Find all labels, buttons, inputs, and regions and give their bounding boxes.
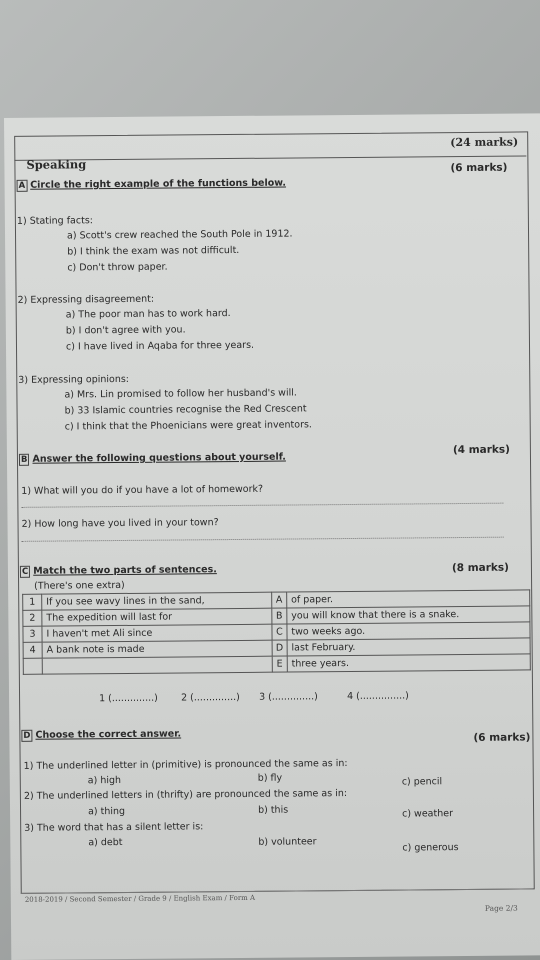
answer-blank-3[interactable]: 3 (..............) (259, 691, 318, 703)
section-a-instruction: Circle the right example of the functions below. (30, 177, 287, 191)
row-number: 2 (23, 610, 42, 626)
option-letter: A (272, 592, 287, 608)
a-q2-option-c: c) I have lived in Aqaba for three years. (65, 339, 255, 353)
d-q1-option-c: c) pencil (401, 776, 443, 788)
a-q3-stem: 3) Expressing opinions: (18, 373, 130, 386)
row-number: 1 (23, 594, 42, 610)
sentence-end: of paper. (287, 590, 530, 608)
sentence-start: If you see wavy lines in the sand, (42, 592, 272, 610)
d-q2-option-a: a) thing (88, 805, 126, 818)
option-letter: B (272, 608, 287, 624)
answer-blank-4[interactable]: 4 (...............) (347, 690, 409, 703)
section-d-marks: (6 marks) (473, 731, 531, 744)
sentence-start: A bank note is made (42, 640, 272, 658)
matching-table (22, 589, 531, 674)
section-a-marks: (6 marks) (450, 161, 508, 175)
sentence-end: you will know that there is a snake. (287, 606, 530, 624)
sentence-start: The expedition will last for (42, 608, 272, 626)
d-q2-option-c: c) weather (402, 808, 454, 820)
row-number: 4 (23, 642, 42, 658)
total-marks: (24 marks) (450, 135, 519, 150)
answer-blank-2[interactable]: 2 (..............) (181, 691, 240, 704)
section-b-marks: (4 marks) (452, 443, 510, 457)
row-number: 3 (23, 626, 42, 642)
a-q2-option-a: a) The poor man has to work hard. (65, 308, 231, 321)
row-number (23, 658, 42, 674)
d-q1-option-a: a) high (87, 775, 122, 787)
page-number: Page 2/3 (484, 903, 518, 913)
a-q1-option-c: c) Don't throw paper. (67, 261, 168, 274)
section-b-label: B (19, 454, 30, 466)
b-q1: 1) What will you do if you have a lot of homework? (21, 483, 264, 497)
d-q2-option-b: b) this (258, 804, 289, 816)
d-q3-option-c: c) generous (402, 842, 459, 854)
answer-blank-1[interactable]: 1 (..............) (99, 692, 158, 705)
section-c-heading (20, 564, 217, 578)
section-b-heading (19, 452, 286, 466)
sentence-end: last February. (287, 638, 530, 656)
section-a-label: A (17, 180, 28, 192)
section-d-instruction: Choose the correct answer. (35, 728, 182, 741)
d-q2-stem: 2) The underlined letters in (thrifty) are pronounced the same as in: (23, 788, 348, 802)
option-letter: D (272, 640, 287, 656)
d-q3-stem: 3) The word that has a silent letter is: (24, 821, 204, 834)
a-q2-stem: 2) Expressing disagreement: (17, 293, 155, 306)
section-b-instruction: Answer the following questions about yourself. (32, 451, 286, 465)
a-q1-option-a: a) Scott's crew reached the South Pole in 1912. (66, 228, 293, 242)
sentence-start: I haven't met Ali since (42, 624, 272, 642)
section-d-heading (21, 728, 181, 741)
d-q3-option-b: b) volunteer (258, 836, 317, 848)
footer-left: 2018-2019 / Second Semester / Grade 9 / English Exam / Form A (24, 893, 256, 904)
section-c-label: C (20, 566, 30, 578)
a-q2-option-b: b) I don't agree with you. (65, 324, 186, 337)
d-q3-option-a: a) debt (88, 836, 123, 849)
a-q3-option-b: b) 33 Islamic countries recognise the Red Crescent (64, 403, 307, 417)
a-q3-option-c: c) I think that the Phoenicians were great inventors. (64, 419, 312, 433)
option-letter: E (272, 656, 287, 672)
sentence-end: two weeks ago. (287, 622, 530, 640)
exam-page (4, 113, 540, 960)
section-c-marks: (8 marks) (451, 561, 509, 575)
a-q3-option-a: a) Mrs. Lin promised to follow her husband's will. (64, 387, 297, 401)
section-c-instruction: Match the two parts of sentences. (33, 564, 217, 577)
d-q1-stem: 1) The underlined letter in (primitive) is pronounced the same as in: (23, 758, 348, 772)
d-q1-option-b: b) fly (257, 772, 283, 784)
section-c-note: (There's one extra) (34, 579, 125, 592)
section-d-label: D (21, 730, 32, 742)
a-q1-option-b: b) I think the exam was not difficult. (67, 244, 240, 258)
a-q1-stem: 1) Stating facts: (16, 215, 93, 227)
page-title: Speaking (26, 157, 87, 172)
sentence-end: three years. (287, 654, 530, 672)
b-q2: 2) How long have you lived in your town? (21, 517, 219, 530)
option-letter: C (272, 624, 287, 640)
section-a-heading (17, 178, 287, 192)
sentence-start (42, 656, 272, 674)
